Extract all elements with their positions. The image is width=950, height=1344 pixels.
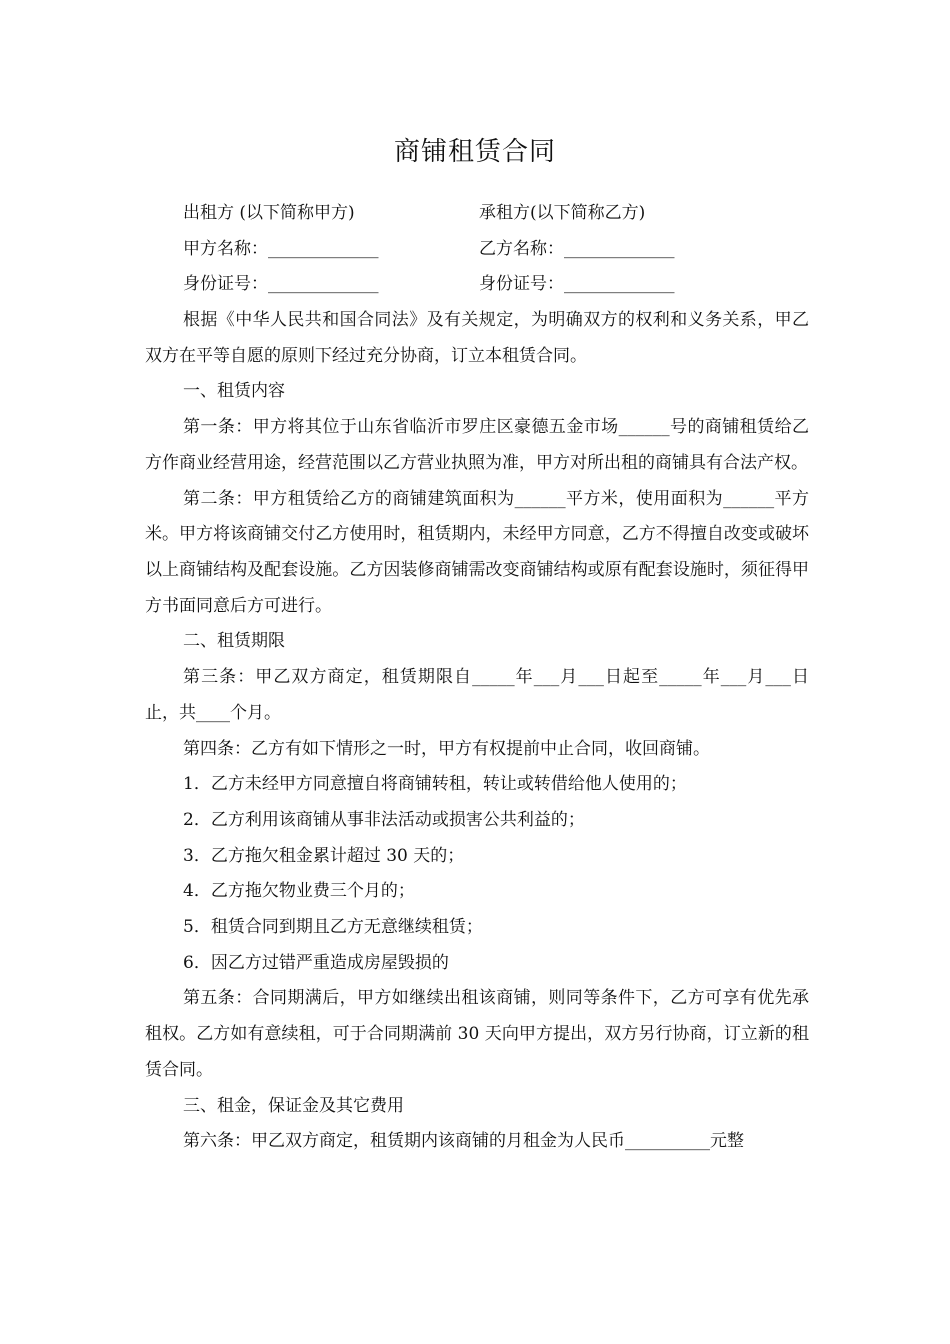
- list-item: 3．乙方拖欠租金累计超过 30 天的；: [183, 845, 465, 866]
- section-heading-lease-content: 一、租赁内容: [183, 381, 285, 402]
- lessee-name-field: 乙方名称：_____________: [479, 238, 675, 259]
- lessee-header: 承租方(以下简称乙方): [479, 203, 646, 223]
- section-heading-lease-term: 二、租赁期限: [183, 631, 285, 652]
- party-header-row: [145, 196, 809, 232]
- article-2: 第二条：甲方租赁给乙方的商铺建筑面积为______平方米，使用面积为______平方米。甲方将该商铺交付乙方使用时，租赁期内，未经甲方同意，乙方不得擅自改变或破坏以上商铺结构及配套设施。乙方因装修商铺需改变商铺结构或原有配套设施时，须征得甲方书面同意后方可进行。: [145, 488, 809, 616]
- list-item: 6．因乙方过错严重造成房屋毁损的: [183, 952, 449, 973]
- article-5: 第五条：合同期满后，甲方如继续出租该商铺，则同等条件下，乙方可享有优先承租权。乙方如有意续租，可于合同期满前 30 天向甲方提出，双方另行协商，订立新的租赁合同。: [145, 988, 809, 1080]
- list-item: 4．乙方拖欠物业费三个月的；: [183, 881, 415, 902]
- article-6: 第六条：甲乙双方商定，租赁期内该商铺的月租金为人民币__________元整: [183, 1131, 744, 1152]
- contract-body: [145, 196, 809, 1160]
- lessee-id-field: 身份证号：_____________: [479, 274, 675, 295]
- list-item: 1．乙方未经甲方同意擅自将商铺转租，转让或转借给他人使用的；: [183, 774, 687, 795]
- party-name-row: [145, 232, 809, 268]
- article-1: 第一条：甲方将其位于山东省临沂市罗庄区豪德五金市场______号的商铺租赁给乙方作商业经营用途，经营范围以乙方营业执照为准，甲方对所出租的商铺具有合法产权。: [145, 417, 809, 473]
- list-item: 2．乙方利用该商铺从事非法活动或损害公共利益的；: [183, 809, 585, 830]
- lessor-header: 出租方 (以下简称甲方): [183, 203, 355, 223]
- lessor-id-field: 身份证号：_____________: [183, 274, 379, 295]
- section-heading-rent-deposit: 三、租金，保证金及其它费用: [183, 1095, 404, 1116]
- party-id-row: [145, 267, 809, 303]
- list-item: 5．租赁合同到期且乙方无意继续租赁；: [183, 917, 483, 938]
- lessor-name-field: 甲方名称：_____________: [183, 238, 379, 259]
- document-title: 商铺租赁合同: [393, 137, 556, 167]
- article-4: 第四条：乙方有如下情形之一时，甲方有权提前中止合同，收回商铺。: [183, 738, 710, 759]
- intro-paragraph: 根据《中华人民共和国合同法》及有关规定，为明确双方的权利和义务关系，甲乙双方在平等自愿的原则下经过充分协商，订立本租赁合同。: [145, 310, 809, 366]
- article-3: 第三条：甲乙双方商定，租赁期限自_____年___月___日起至_____年___月___日止，共____个月。: [145, 667, 809, 723]
